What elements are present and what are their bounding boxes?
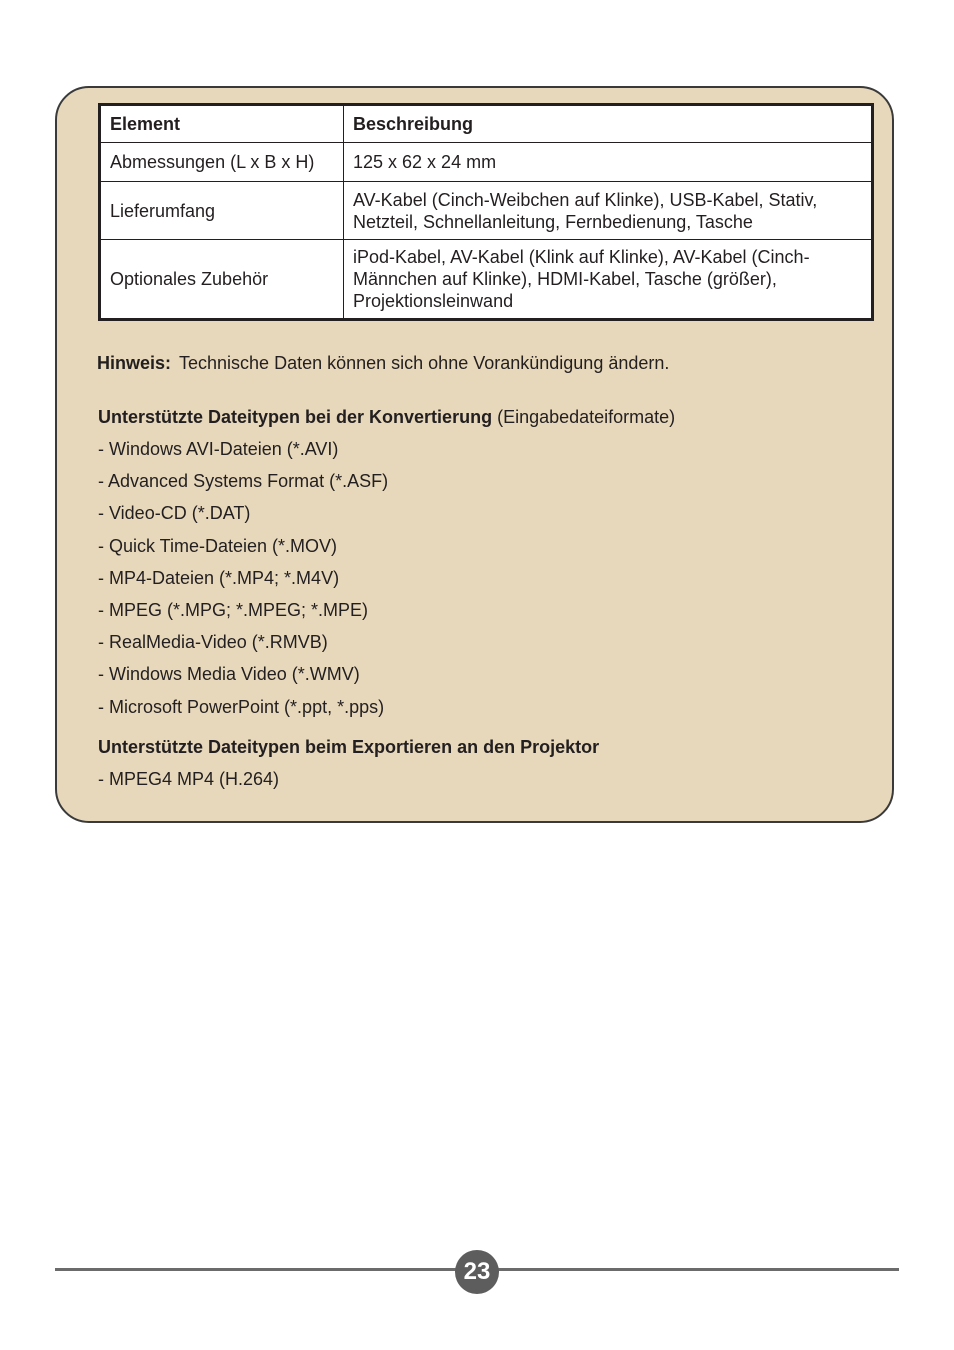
spec-panel (55, 86, 894, 823)
description-cell (344, 182, 873, 240)
element-cell: Optionales Zubehör (100, 240, 344, 320)
description-line: Männchen auf Klinke), HDMI-Kabel, Tasche (größer), (353, 269, 777, 289)
list-item: - Windows Media Video (*.WMV) (98, 664, 360, 685)
list-item: - Quick Time-Dateien (*.MOV) (98, 535, 338, 556)
export-formats-list (98, 767, 599, 791)
description-line: 125 x 62 x 24 mm (353, 152, 497, 172)
spec-table (98, 103, 874, 321)
list-item: - MPEG (*.MPG; *.MPEG; *.MPE) (98, 599, 369, 620)
list-item: - Advanced Systems Format (*.ASF) (98, 471, 389, 492)
element-cell: Lieferumfang (100, 182, 344, 240)
input-formats-heading (98, 407, 675, 428)
description-cell (344, 240, 873, 320)
list-item: - MP4-Dateien (*.MP4; *.M4V) (98, 567, 340, 588)
description-line: Netzteil, Schnellanleitung, Fernbedienung, Tasche (353, 211, 753, 232)
export-formats-section (98, 737, 599, 791)
page-number-badge: 23 (455, 1250, 499, 1294)
table-row (100, 143, 873, 182)
input-formats-heading-note: (Eingabedateiformate) (497, 407, 676, 427)
list-item: - Windows AVI-Dateien (*.AVI) (98, 439, 339, 459)
table-row (100, 240, 873, 320)
table-row (100, 182, 873, 240)
list-item: - RealMedia-Video (*.RMVB) (98, 632, 328, 653)
input-formats-section (98, 407, 675, 727)
note-text: Technische Daten können sich ohne Vorankündigung ändern. (179, 353, 670, 373)
list-item: - Microsoft PowerPoint (*.ppt, *.pps) (98, 696, 385, 717)
list-item: - MPEG4 MP4 (H.264) (98, 769, 280, 789)
list-item: - Video-CD (*.DAT) (98, 503, 251, 524)
description-cell (344, 143, 873, 182)
table-header-row (100, 105, 873, 143)
column-header-description: Beschreibung (344, 105, 873, 143)
note-label: Hinweis: (97, 353, 172, 373)
input-formats-heading-bold: Unterstützte Dateitypen bei der Konvertierung (98, 407, 493, 427)
description-line: iPod-Kabel, AV-Kabel (Klink auf Klinke), AV-Kabel (Cinch- (353, 247, 810, 267)
input-formats-list (98, 437, 675, 727)
column-header-element: Element (100, 105, 344, 143)
element-cell: Abmessungen (L x B x H) (100, 143, 344, 182)
export-formats-heading: Unterstützte Dateitypen beim Exportieren an den Projektor (98, 737, 600, 757)
description-line: AV-Kabel (Cinch-Weibchen auf Klinke), USB-Kabel, Stativ, (353, 189, 818, 210)
description-line: Projektionsleinwand (353, 291, 514, 311)
note (97, 353, 669, 374)
